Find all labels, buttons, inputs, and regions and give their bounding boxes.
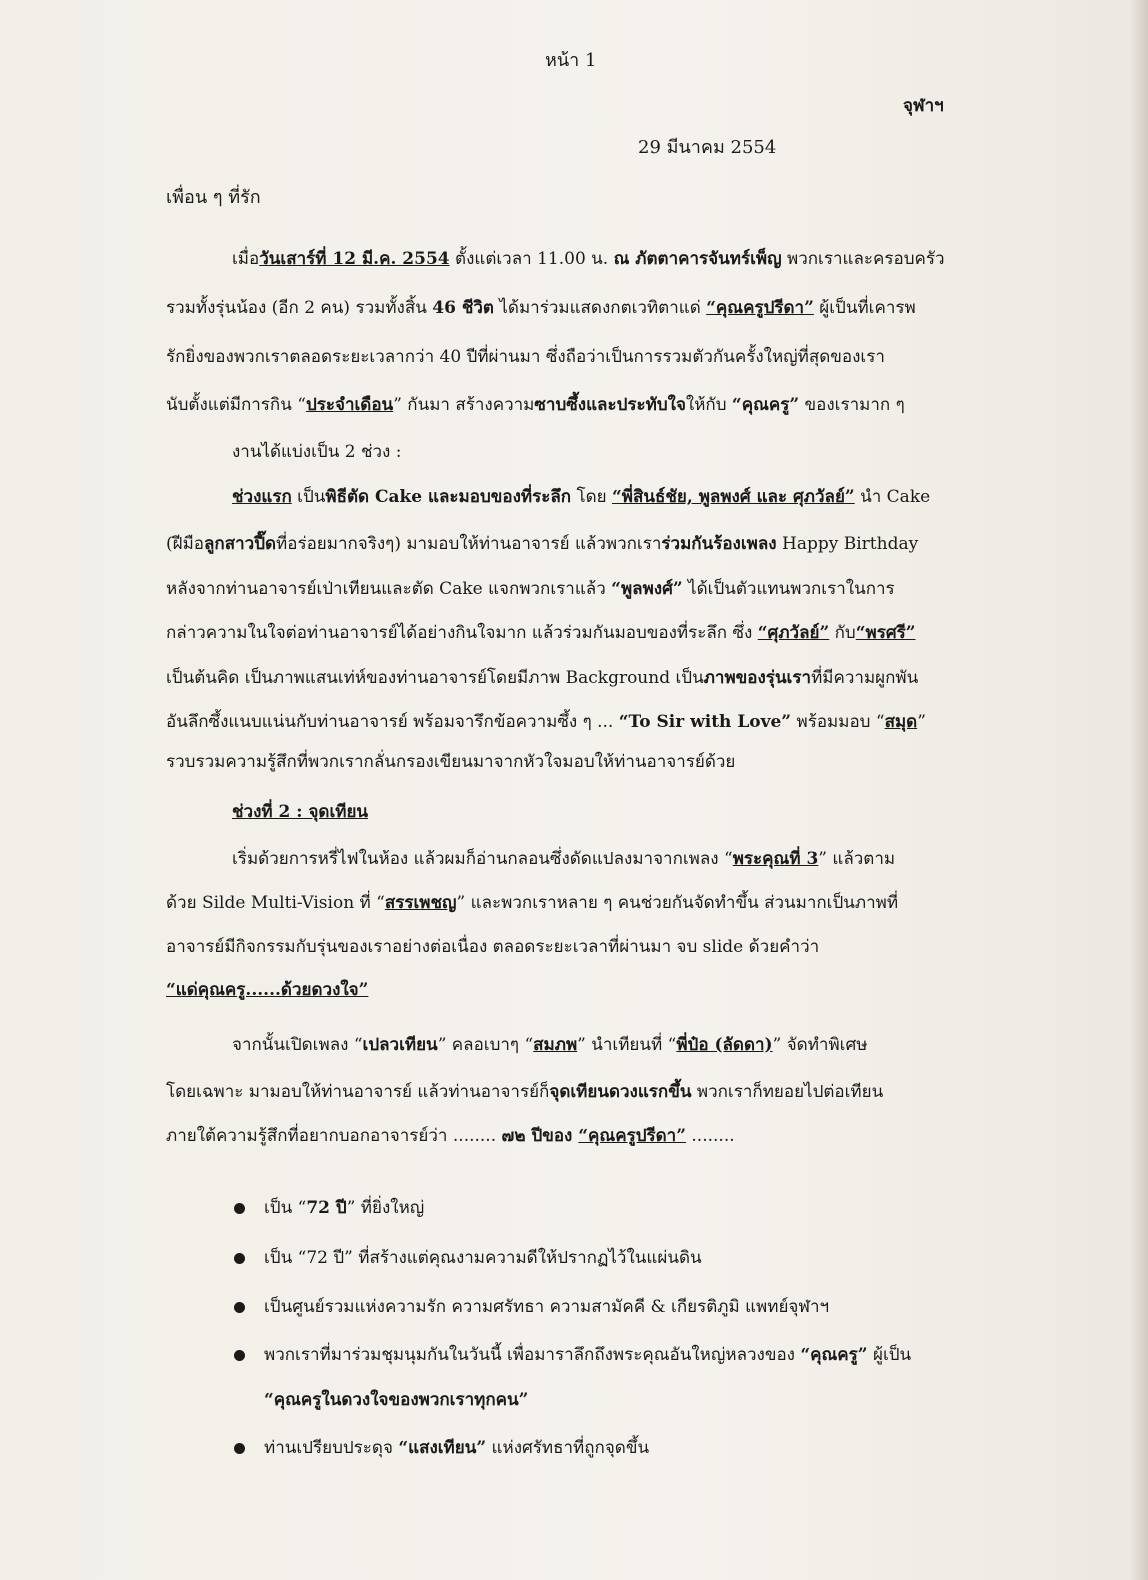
section1-line7: รวบรวมความรู้สึกที่พวกเรากลั่นกรองเขียนมาจากหัวใจมอบให้ท่านอาจารย์ด้วย	[166, 752, 736, 772]
bullet-icon	[234, 1302, 245, 1313]
section1-line1: ช่วงแรก เป็นพิธีตัด Cake และมอบของที่ระลึก โดย “พี่สินธ์ชัย, พูลพงศ์ และ ศุภวัลย์” นำ Cake	[232, 487, 931, 507]
section2-heading: ช่วงที่ 2 : จุดเทียน	[232, 802, 369, 822]
page-label: หน้า 1	[545, 50, 597, 71]
section1-line2: (ฝีมือลูกสาวปี๊ดที่อร่อยมากจริงๆ) มามอบให้ท่านอาจารย์ แล้วพวกเราร่วมกันร้องเพลง Happy Birthday	[166, 534, 919, 554]
bullet-icon	[234, 1350, 245, 1361]
page-edge-shadow	[1130, 0, 1148, 1580]
event-date: วันเสาร์ที่ 12 มี.ค. 2554	[259, 249, 450, 269]
bullet-2: เป็น “72 ปี” ที่สร้างแต่คุณงามความดีให้ปรากฏไว้ในแผ่นดิน	[264, 1248, 702, 1268]
bullet-3: เป็นศูนย์รวมแห่งความรัก ความศรัทธา ความสามัคคี & เกียรติภูมิ แพทย์จุฬาฯ	[264, 1297, 830, 1317]
bullet-icon	[234, 1443, 245, 1454]
organization: จุฬาฯ	[903, 96, 944, 116]
letter-date: 29 มีนาคม 2554	[638, 137, 777, 158]
para3-line2: โดยเฉพาะ มามอบให้ท่านอาจารย์ แล้วท่านอาจารย์ก็จุดเทียนดวงแรกขึ้น พวกเราก็ทยอยไปต่อเทียน	[166, 1082, 884, 1102]
para3-line1: จากนั้นเปิดเพลง “เปลวเทียน” คลอเบาๆ “สมภพ” นำเทียนที่ “พี่ป๋อ (ลัดดา)” จัดทำพิเศษ	[232, 1035, 868, 1055]
bullet-5: ท่านเปรียบประดุจ “แสงเทียน” แห่งศรัทธาที่ถูกจุดขึ้น	[264, 1438, 650, 1458]
para1-line2: รวมทั้งรุ่นน้อง (อีก 2 คน) รวมทั้งสิ้น 46 ชีวิต ได้มาร่วมแสดงกตเวทิตาแด่ “คุณครูปรีดา” ผู้เป็นที่เคารพ	[166, 298, 916, 318]
bullet-icon	[234, 1203, 245, 1214]
section1-line6: อันลึกซึ้งแนบแน่นกับท่านอาจารย์ พร้อมจารึกข้อความซึ้ง ๆ ... “To Sir with Love” พร้อมมอบ “สมุด”	[166, 712, 926, 732]
para1-line1: เมื่อวันเสาร์ที่ 12 มี.ค. 2554 ตั้งแต่เวลา 11.00 น. ณ ภัตตาคารจันทร์เพ็ญ พวกเราและครอบครัว	[232, 249, 945, 269]
section2-line3: อาจารย์มีกิจกรรมกับรุ่นของเราอย่างต่อเนื่อง ตลอดระยะเวลาที่ผ่านมา จบ slide ด้วยคำว่า	[166, 937, 820, 957]
bullet-1: เป็น “72 ปี” ที่ยิ่งใหญ่	[264, 1198, 425, 1218]
teacher-name: “คุณครูปรีดา”	[706, 298, 814, 318]
section2-line1: เริ่มด้วยการหรี่ไฟในห้อง แล้วผมก็อ่านกลอนซึ่งดัดแปลงมาจากเพลง “พระคุณที่ 3” แล้วตาม	[232, 849, 896, 869]
section1-heading: ช่วงแรก	[232, 487, 292, 507]
para1-line5: งานได้แบ่งเป็น 2 ช่วง :	[232, 442, 402, 462]
bullet-4: พวกเราที่มาร่วมชุมนุมกันในวันนี้ เพื่อมาราลึกถึงพระคุณอันใหญ่หลวงของ “คุณครู” ผู้เป็น	[264, 1345, 912, 1365]
para1-line3: รักยิ่งของพวกเราตลอดระยะเวลากว่า 40 ปีที่ผ่านมา ซึ่งถือว่าเป็นการรวมตัวกันครั้งใหญ่ที่สุดของเรา	[166, 347, 885, 367]
section1-line5: เป็นต้นคิด เป็นภาพแสนเท่ห์ของท่านอาจารย์โดยมีภาพ Background เป็นภาพของรุ่นเราที่มีความผูกพัน	[166, 668, 919, 688]
para3-line3: ภายใต้ความรู้สึกที่อยากบอกอาจารย์ว่า ........ ๗๒ ปีของ “คุณครูปรีดา” ........	[166, 1126, 735, 1146]
section1-line4: กล่าวความในใจต่อท่านอาจารย์ได้อย่างกินใจมาก แล้วร่วมกันมอบของที่ระลึก ซึ่ง “ศุภวัลย์” กับ“พรศรี”	[166, 623, 916, 643]
attendee-count: 46 ชีวิต	[432, 298, 494, 318]
bullet-4-continued: “คุณครูในดวงใจของพวกเราทุกคน”	[264, 1390, 529, 1410]
section1-line3: หลังจากท่านอาจารย์เป่าเทียนและตัด Cake แจกพวกเราแล้ว “พูลพงศ์” ได้เป็นตัวแทนพวกเราในการ	[166, 579, 895, 599]
salutation: เพื่อน ๆ ที่รัก	[166, 187, 261, 208]
venue: ณ ภัตตาคารจันทร์เพ็ญ	[613, 249, 782, 269]
section2-line4: “แด่คุณครู......ด้วยดวงใจ”	[166, 980, 369, 1000]
bullet-icon	[234, 1253, 245, 1264]
para1-line4: นับตั้งแต่มีการกิน “ประจำเดือน” กันมา สร้างความซาบซึ้งและประทับใจให้กับ “คุณครู” ของเรามาก ๆ	[166, 395, 905, 415]
section2-line2: ด้วย Silde Multi-Vision ที่ “สรรเพชญ” และพวกเราหลาย ๆ คนช่วยกันจัดทำขึ้น ส่วนมากเป็นภาพที่	[166, 893, 899, 913]
